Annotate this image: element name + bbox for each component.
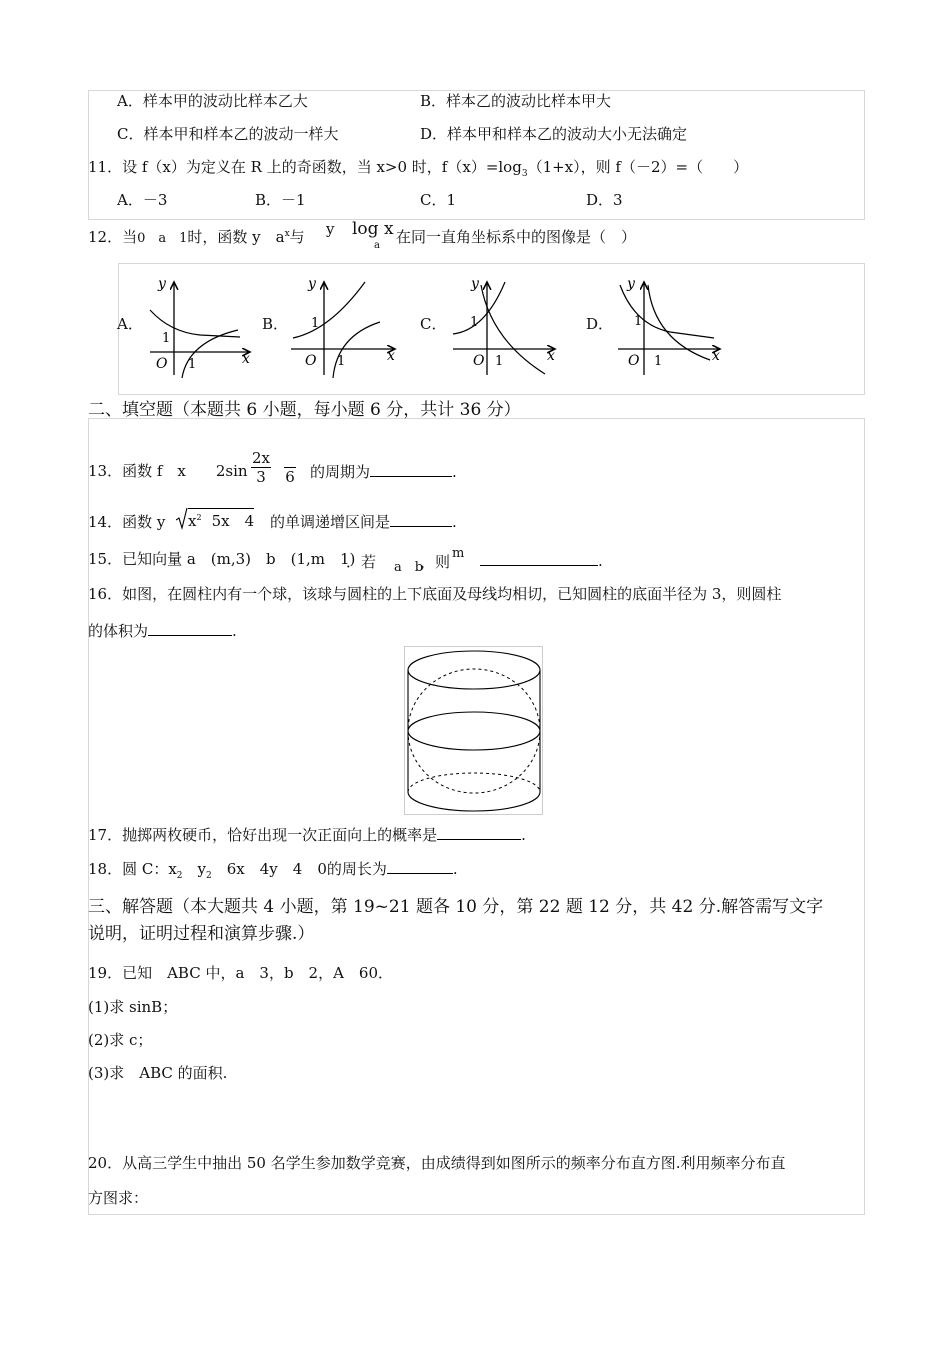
cylinder-bottom-front — [408, 792, 540, 811]
q14-tail — [270, 511, 457, 532]
q19-part1: (1)求 sinB； — [88, 998, 178, 1016]
q19-part2: (2)求 c； — [88, 1031, 153, 1049]
q12-stem-a: 12．当 — [88, 228, 138, 246]
q14-radicand-exp: 2 — [196, 513, 202, 522]
graph-d — [610, 270, 725, 380]
q18-exp-2: 2 — [206, 871, 212, 881]
q13-stem-a: 13．函数 f x 2sin — [88, 462, 248, 480]
q13-tail — [310, 461, 457, 482]
q11-option-d: D．3 — [586, 191, 623, 209]
q15-condition: a b — [394, 560, 424, 575]
q14-stem-a: 14．函数 y — [88, 513, 166, 531]
q15-end: . — [598, 552, 603, 570]
q11-stem — [88, 156, 748, 179]
q13-fraction-2 — [284, 460, 296, 486]
q20-line1: 20．从高三学生中抽出 50 名学生参加数学竞赛，由成绩得到如图所示的频率分布直方图.利用频率分布直 — [88, 1154, 786, 1172]
q12-log — [352, 219, 394, 239]
graph-b-x-label: x — [387, 348, 395, 364]
section3-line2: 说明，证明过程和演算步骤.） — [88, 924, 315, 944]
graph-a-y-label: y — [158, 276, 166, 292]
q13-fraction-2-bar — [284, 460, 296, 468]
q14-radicand-rest: 5x 4 — [211, 512, 255, 530]
graph-c-log-curve — [481, 285, 545, 374]
graph-a-origin: O — [156, 356, 168, 372]
graph-c-exp-curve — [453, 282, 505, 334]
q18-stem-d: 的周长为 — [326, 860, 387, 878]
q12-y: y — [326, 220, 335, 238]
q18-answer-blank[interactable] — [387, 859, 453, 874]
graph-d-x-label: x — [712, 348, 720, 364]
graph-a-tick-1: 1 — [188, 357, 197, 372]
q13-end: . — [452, 463, 457, 481]
graph-c-origin: O — [473, 353, 485, 369]
q13-answer-blank[interactable] — [370, 462, 452, 477]
graph-d-y-label: y — [627, 276, 635, 292]
section2-title: 二、填空题（本题共 6 小题，每小题 6 分，共计 36 分） — [88, 400, 521, 420]
q10-option-d: D．样本甲和样本乙的波动大小无法确定 — [420, 125, 688, 143]
graph-c-x-label: x — [547, 348, 555, 364]
q12-option-b: B． — [262, 315, 289, 333]
q12-log-x: x — [383, 219, 394, 239]
q12-option-c: C． — [420, 315, 447, 333]
q11-stem-b: （1+x），则 f（－2）=（ ） — [527, 158, 749, 176]
q16-line1: 16．如图，在圆柱内有一个球，该球与圆柱的上下底面及母线均相切，已知圆柱的底面半径为 3，则圆柱 — [88, 585, 782, 603]
q14-radical-sign — [176, 508, 188, 530]
q16-line2 — [88, 620, 237, 641]
q18-end: . — [452, 860, 458, 878]
graph-a-x-label: x — [242, 351, 250, 367]
graph-b-origin: O — [305, 353, 317, 369]
q15-m: m — [452, 546, 465, 561]
q12-condition: 0 a 1 — [137, 231, 188, 246]
q11-option-a: A．－3 — [117, 191, 168, 209]
q18-stem-a: 18．圆 C：x — [88, 860, 177, 878]
q13-denominator: 3 — [256, 468, 266, 486]
sphere-outline — [408, 669, 540, 793]
sphere-equator-front — [408, 731, 540, 750]
frame-fill-section — [88, 418, 865, 1215]
graph-d-y-tick-1: 1 — [634, 314, 643, 329]
q15-stem-c: ．若 — [346, 553, 377, 571]
q19-stem: 19．已知 ABC 中，a 3，b 2，A 60． — [88, 964, 394, 982]
q18-stem-c: 6x 4y 4 0 — [211, 860, 327, 878]
q10-option-a: A．样本甲的波动比样本乙大 — [117, 92, 308, 110]
q13-stem-b: 的周期为 — [310, 463, 371, 481]
q12-stem-b: 时，函数 y a — [187, 228, 285, 246]
q11-option-b: B．－1 — [255, 191, 306, 209]
q14-radicand-x: x — [188, 512, 197, 530]
q16-answer-blank[interactable] — [148, 621, 232, 636]
graph-b-exp-curve — [293, 282, 365, 338]
q18-stem-b: y — [182, 860, 207, 878]
q12-exp-x: x — [284, 229, 290, 239]
q15-stem-e: ，则 — [420, 553, 451, 571]
q16-line2-text: 的体积为 — [88, 622, 149, 640]
q10-option-c: C．样本甲和样本乙的波动一样大 — [117, 125, 339, 143]
graph-b-y-label: y — [308, 276, 316, 292]
q10-option-b: B．样本乙的波动比样本甲大 — [420, 92, 612, 110]
q14-end: . — [452, 513, 457, 531]
graph-b-y-tick-1: 1 — [311, 316, 320, 331]
cylinder-sphere-figure — [404, 646, 544, 816]
q12-option-a: A． — [117, 315, 143, 333]
graph-a-y-tick-1: 1 — [162, 331, 171, 346]
q11-log-base: 3 — [521, 169, 528, 179]
q15-stem-b: b (1,m 1) — [266, 550, 356, 568]
graph-b — [285, 270, 400, 380]
q16-end: . — [232, 622, 237, 640]
q14-answer-blank[interactable] — [390, 512, 452, 527]
q18-exp-1: 2 — [176, 871, 183, 881]
q19-part3: (3)求 ABC 的面积. — [88, 1064, 228, 1082]
q17-end: . — [521, 826, 526, 844]
q13-fraction — [251, 450, 271, 486]
figure-border — [405, 647, 543, 815]
q12-stem — [88, 226, 305, 247]
q13-numerator: 2x — [251, 449, 270, 467]
graph-c-tick-1: 1 — [495, 354, 504, 369]
q12-stem-d: 在同一直角坐标系中的图像是（ ） — [396, 228, 637, 246]
q17-stem: 17．抛掷两枚硬币，恰好出现一次正面向上的概率是 — [88, 826, 438, 844]
q12-log-base: a — [374, 240, 380, 251]
q13-denominator-2: 6 — [285, 468, 295, 486]
q12-option-d: D． — [586, 315, 614, 333]
q15-answer-blank[interactable] — [480, 551, 598, 566]
graph-a — [140, 270, 255, 380]
graph-c-y-label: y — [471, 276, 479, 292]
q18 — [88, 858, 458, 881]
graph-d-exp-curve — [620, 285, 714, 338]
graph-d-origin: O — [628, 353, 640, 369]
section3-line1: 三、解答题（本大题共 4 小题，第 19~21 题各 10 分，第 22 题 12 分，共 42 分.解答需写文字 — [88, 897, 824, 917]
q12-log-text: log — [352, 219, 379, 239]
graph-c — [445, 270, 560, 380]
sphere-equator-back — [408, 712, 540, 731]
q17-answer-blank[interactable] — [437, 825, 521, 840]
q17 — [88, 824, 526, 845]
q11-option-c: C．1 — [420, 191, 457, 209]
q15-tail — [480, 551, 603, 570]
cylinder-top-ellipse — [408, 651, 540, 689]
graph-b-tick-1: 1 — [337, 354, 346, 369]
q14-radicand — [188, 508, 254, 531]
graph-d-tick-1: 1 — [654, 354, 663, 369]
q12-stem-c: 与 — [289, 228, 305, 246]
graph-b-log-curve — [333, 322, 380, 378]
q20-line2: 方图求： — [88, 1189, 149, 1207]
q15-stem-a: 15．已知向量 a (m,3) — [88, 550, 252, 568]
q11-stem-a: 11．设 f（x）为定义在 R 上的奇函数，当 x>0 时，f（x）=log — [88, 158, 522, 176]
graph-c-y-tick-1: 1 — [470, 315, 479, 330]
q14-stem-b: 的单调递增区间是 — [270, 513, 391, 531]
